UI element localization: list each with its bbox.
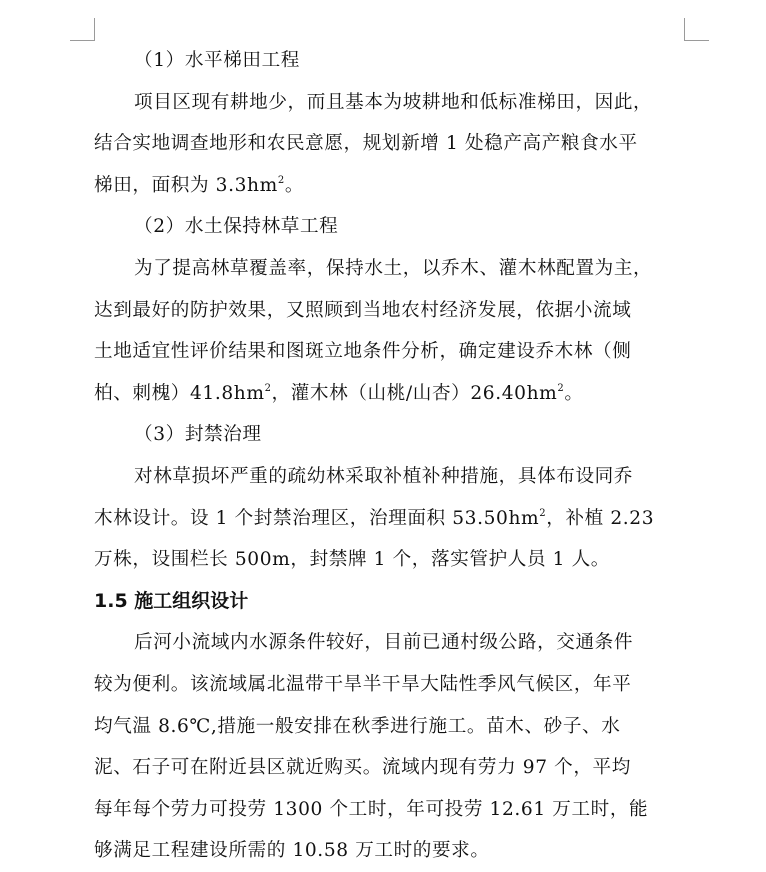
paragraph-line: 结合实地调查地形和农民意愿，规划新增 1 处稳产高产粮食水平 xyxy=(94,133,638,155)
text-run: 木林设计。设 1 个封禁治理区，治理面积 53.50hm xyxy=(94,507,540,529)
section-heading-construction: 1.5 施工组织设计 xyxy=(94,589,249,612)
superscript: 2 xyxy=(277,174,285,186)
text-run: 柏、刺槐）41.8hm xyxy=(94,382,265,404)
superscript: 2 xyxy=(264,382,272,394)
text-run: 。 xyxy=(284,174,305,196)
text-run: 。 xyxy=(564,382,584,404)
document-body xyxy=(94,40,684,872)
paragraph-line: 万株，设围栏长 500m，封禁牌 1 个，落实管护人员 1 人。 xyxy=(94,549,611,571)
text-run: ，灌木林（山桃/山杏）26.40hm xyxy=(271,382,558,404)
paragraph-line xyxy=(94,165,684,207)
paragraph-line: 泥、石子可在附近县区就近购买。流域内现有劳力 97 个，平均 xyxy=(94,757,631,779)
text-run: ，补植 2.23 xyxy=(546,507,655,529)
superscript: 2 xyxy=(557,382,565,394)
paragraph-line: 每年每个劳力可投劳 1300 个工时，年可投劳 12.61 万工时，能 xyxy=(94,798,649,820)
section-title-enclosure: （3）封禁治理 xyxy=(134,424,262,446)
text-run: 梯田，面积为 3.3hm xyxy=(94,174,278,196)
paragraph-line: 土地适宜性评价结果和图斑立地条件分析，确定建设乔木林（侧 xyxy=(94,341,632,363)
paragraph-line: 较为便利。该流域属北温带干旱半干旱大陆性季风气候区，年平 xyxy=(94,673,632,695)
section-title-terrace: （1）水平梯田工程 xyxy=(134,50,300,71)
paragraph-line: 为了提高林草覆盖率，保持水土，以乔木、灌木林配置为主， xyxy=(134,257,653,279)
paragraph-line xyxy=(94,498,684,540)
paragraph-line: 够满足工程建设所需的 10.58 万工时的要求。 xyxy=(94,840,490,862)
paragraph-line: 后河小流域内水源条件较好，目前已通村级公路，交通条件 xyxy=(134,632,634,654)
paragraph-line: 项目区现有耕地少，而且基本为坡耕地和低标准梯田，因此， xyxy=(134,91,653,113)
section-title-forest-grass: （2）水土保持林草工程 xyxy=(134,216,339,238)
paragraph-line xyxy=(94,373,684,415)
crop-mark-right xyxy=(684,18,709,41)
paragraph-line: 均气温 8.6℃,措施一般安排在秋季进行施工。苗木、砂子、水 xyxy=(94,715,621,737)
superscript: 2 xyxy=(539,507,547,519)
crop-mark-left xyxy=(70,18,95,41)
paragraph-line: 对林草损坏严重的疏幼林采取补植补种措施，具体布设同乔 xyxy=(134,465,634,487)
paragraph-line: 达到最好的防护效果，又照顾到当地农村经济发展，依据小流域 xyxy=(94,299,632,321)
